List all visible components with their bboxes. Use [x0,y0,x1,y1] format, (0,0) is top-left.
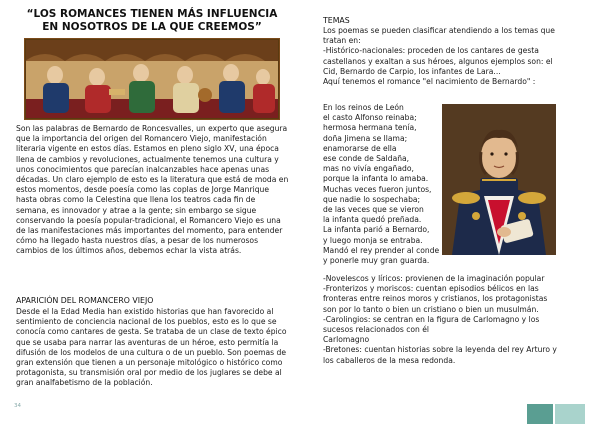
poem-line: enamorarse de ella [323,143,397,153]
poem-line: hermosa hermana tenía, [323,123,417,133]
footer-accent-dark [527,404,553,424]
type-line: -Carolingios: se centran en la figura de Carlomagno y los [323,314,540,324]
poem-line: En los reinos de León [323,103,404,112]
poem-line: el casto Alfonso reinaba; [323,113,417,123]
poem-line: mas no vivía engañado, [323,164,414,174]
temas-heading: TEMAS [323,16,350,25]
type-line: son por lo tanto o bien un cristiano o bien un musulmán. [323,304,539,314]
temas-line: -Histórico-nacionales: proceden de los cantares de gesta [323,46,539,56]
footer-accent-light [555,404,585,424]
poem-line: Muchas veces fueron juntos, [323,184,432,194]
temas-paragraph [323,26,585,87]
poem-line: la infanta quedó preñada. [323,215,422,225]
temas-line: Aquí tenemos el romance "el nacimiento de Bernardo" : [323,77,536,87]
page-number: 34 [14,403,21,409]
temas-line: Los poemas se pueden clasificar atendiendo a los temas que [323,26,555,35]
medieval-minstrels-illustration [24,38,280,120]
temas-line: Cid, Bernardo de Carpio, los infantes de Lara... [323,66,501,76]
poem-line: Mandó el rey prender al conde [323,245,440,255]
type-line: -Bretones: cuentan historias sobre la leyenda del rey Arturo y [323,345,557,355]
poem-line: ese conde de Saldaña, [323,154,410,164]
poem-line: La infanta parió a Bernardo, [323,225,430,235]
poem-line: doña Jimena se llama; [323,133,408,143]
poem-line: y ponerle muy gran guarda. [323,256,430,266]
bernardo-portrait [442,104,556,255]
type-line: -Fronterizos y moriscos: cuentan episodios bélicos en las [323,284,539,294]
type-line: fronteras entre reinos moros y cristianos, los protagonistas [323,294,548,304]
poem-line: de las veces que se vieron [323,205,424,215]
aparicion-paragraph: Desde el la Edad Media han existido historias que han favorecido al sentimiento de conciencia nacional de los pueblos, esto es lo que se conocía como cantares de gesta. Se trataba de un clase de texto épico que se usaba para narrar las aventuras de un héroe, esto permitía la difusión de los modelos de una cultura o de un pueblo. Son poemas de gran extensión que tienen a un personaje mitológico o histórico como protagonista, su transmisión oral por medio de los juglares se debe al gran analfabetismo de la población. [16,307,287,388]
type-line: -Novelescos y líricos: provienen de la imaginación popular [323,274,545,283]
type-line: Carlomagno [323,335,370,345]
portrait-drawing [442,104,556,255]
type-line: los caballeros de la mesa redonda. [323,355,456,365]
poem-line: y luego monja se entraba. [323,235,423,245]
poem-line: porque la infanta lo amaba. [323,174,429,184]
article-title: “LOS ROMANCES TIENEN MÁS INFLUENCIA EN NOSOTROS DE LA QUE CREEMOS” [26,8,278,33]
aparicion-heading: APARICIÓN DEL ROMANCERO VIEJO [16,296,154,305]
type-line: sucesos relacionados con él [323,325,430,335]
temas-line: castellanos y exaltan a sus héroes, algunos ejemplos son: el [323,56,553,66]
temas-line: tratan en: [323,36,361,46]
illustration-drawing [25,39,279,119]
poem-line: que nadie lo sospechaba; [323,194,421,204]
intro-paragraph: Son las palabras de Bernardo de Roncesvalles, un experto que asegura que la importancia del origen del Romancero Viejo, manifestación literaria vigente en estos días. Estamos en pleno siglo XV, una época llena de cambios y revoluciones, actualmente tenemos una cultura y unos conocimientos que parecían inalcanzables hace apenas unas décadas. Un claro ejemplo de esto es la literatura que está de moda en estos momentos, desde poesía como las coplas de Jorge Manrique hasta obras como la Celestina que llena los teatros cada fin de semana, es innovador y atrae a la gente; sin embargo se sigue conservando la poesía popular-tradicional, el Romancero Viejo es una de las manifestaciones más importantes del momento, para entender cómo ha llegado hasta nuestros días, a pesar de los numerosos cambios de los últimos años, debemos echar la vista atrás. [16,124,289,256]
romance-poem [323,103,448,266]
romance-types-list [323,274,591,366]
